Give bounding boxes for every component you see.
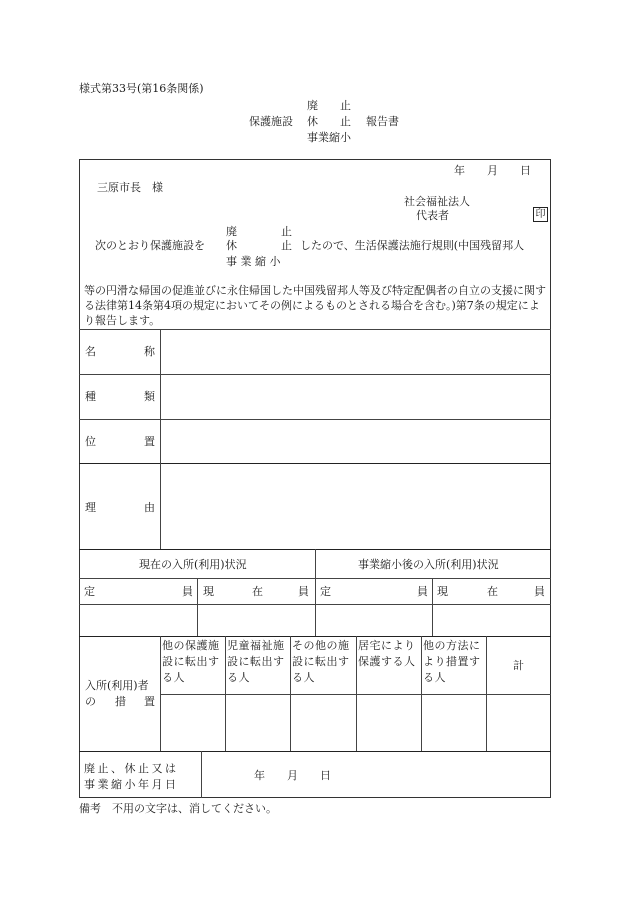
measure-input[interactable] <box>292 696 355 750</box>
submission-date[interactable]: 年 月 日 <box>454 164 531 177</box>
end-date-label: 廃止、休止又は <box>84 762 179 775</box>
after-present-label: 在 <box>487 585 498 598</box>
statement-option-suspend: 休 止 <box>226 239 292 252</box>
measure-column-header: 他の方法により措置する人 <box>423 639 481 684</box>
statement-option-reduce: 事 業 縮 小 <box>226 255 281 268</box>
name-field[interactable] <box>162 331 549 372</box>
measure-column-header: その他の施設に転出する人 <box>292 639 350 684</box>
divider <box>79 329 551 330</box>
measure-input[interactable] <box>162 696 224 750</box>
measure-total-input[interactable] <box>488 696 550 750</box>
divider <box>79 374 551 375</box>
title-option-reduce: 事業縮小 <box>307 131 351 144</box>
title-left: 保護施設 <box>249 115 293 128</box>
measures-label: 入所(利用)者 <box>85 679 149 692</box>
divider <box>79 751 551 752</box>
row-label-location: 位 <box>85 435 96 448</box>
after-present-input[interactable] <box>434 606 550 635</box>
representative-label: 代表者 <box>416 209 449 222</box>
statement-body: 等の円滑な帰国の促進並びに永住帰国した中国残留邦人等及び特定配偶者の自立の支援に関する法律第14条第4項の規定においてその例によるものとされる場合を含む。)第7条の規定により報告します。 <box>84 284 546 327</box>
title-right: 報告書 <box>366 115 399 128</box>
measure-input[interactable] <box>423 696 485 750</box>
current-present-label: 在 <box>252 585 263 598</box>
divider <box>225 636 226 751</box>
measures-label: 措 <box>115 695 126 708</box>
current-capacity-label: 定 <box>84 585 95 598</box>
after-capacity-label: 員 <box>417 585 428 598</box>
measure-input[interactable] <box>358 696 420 750</box>
divider <box>197 578 198 636</box>
row-label-reason: 由 <box>144 501 155 514</box>
divider <box>79 463 551 464</box>
statement-prefix: 次のとおり保護施設を <box>95 239 205 252</box>
seal-mark: 印 <box>533 207 548 222</box>
measure-column-header: 児童福祉施設に転出する人 <box>227 639 285 684</box>
title-option-abolish: 廃 止 <box>307 99 351 112</box>
measure-column-header: 他の保護施設に転出する人 <box>162 639 220 684</box>
current-present-label: 現 <box>203 585 214 598</box>
statement-option-abolish: 廃 止 <box>226 225 292 238</box>
measures-label: 置 <box>144 695 155 708</box>
statement-suffix: したので、生活保護法施行規則(中国残留邦人 <box>300 239 525 252</box>
type-field[interactable] <box>162 376 549 417</box>
divider <box>201 751 202 798</box>
end-date-value[interactable]: 年 月 日 <box>254 769 331 782</box>
location-field[interactable] <box>162 421 549 461</box>
row-label-name: 称 <box>144 345 155 358</box>
row-label-name: 名 <box>85 345 96 358</box>
current-capacity-label: 員 <box>182 585 193 598</box>
divider <box>160 636 161 751</box>
measure-column-header: 居宅により保護する人 <box>358 639 416 668</box>
title-option-suspend: 休 止 <box>307 115 351 128</box>
divider <box>160 329 161 549</box>
footnote: 備考 不用の文字は、消してください。 <box>79 802 277 815</box>
row-label-location: 置 <box>144 435 155 448</box>
divider <box>79 636 551 637</box>
after-capacity-label: 定 <box>320 585 331 598</box>
measure-total-header: 計 <box>513 659 524 672</box>
organization-label: 社会福祉法人 <box>404 195 470 208</box>
divider <box>290 636 291 751</box>
divider <box>79 419 551 420</box>
row-label-type: 類 <box>144 390 155 403</box>
measure-input[interactable] <box>227 696 289 750</box>
after-status-header: 事業縮小後の入所(利用)状況 <box>358 558 499 571</box>
recipient: 三原市長 様 <box>97 181 163 194</box>
after-capacity-input[interactable] <box>317 606 431 635</box>
row-label-reason: 理 <box>85 501 96 514</box>
current-capacity-input[interactable] <box>80 606 196 635</box>
measures-label: の <box>85 695 96 708</box>
after-present-label: 現 <box>437 585 448 598</box>
after-present-label: 員 <box>534 585 545 598</box>
current-status-header: 現在の入所(利用)状況 <box>139 558 247 571</box>
reason-field[interactable] <box>162 466 549 547</box>
divider <box>356 636 357 751</box>
row-label-type: 種 <box>85 390 96 403</box>
current-present-label: 員 <box>298 585 309 598</box>
divider <box>486 636 487 751</box>
divider <box>315 549 316 636</box>
form-number: 様式第33号(第16条関係) <box>79 82 204 95</box>
divider <box>432 578 433 636</box>
current-present-input[interactable] <box>199 606 314 635</box>
divider <box>421 636 422 751</box>
end-date-label: 事業縮小年月日 <box>84 778 179 791</box>
